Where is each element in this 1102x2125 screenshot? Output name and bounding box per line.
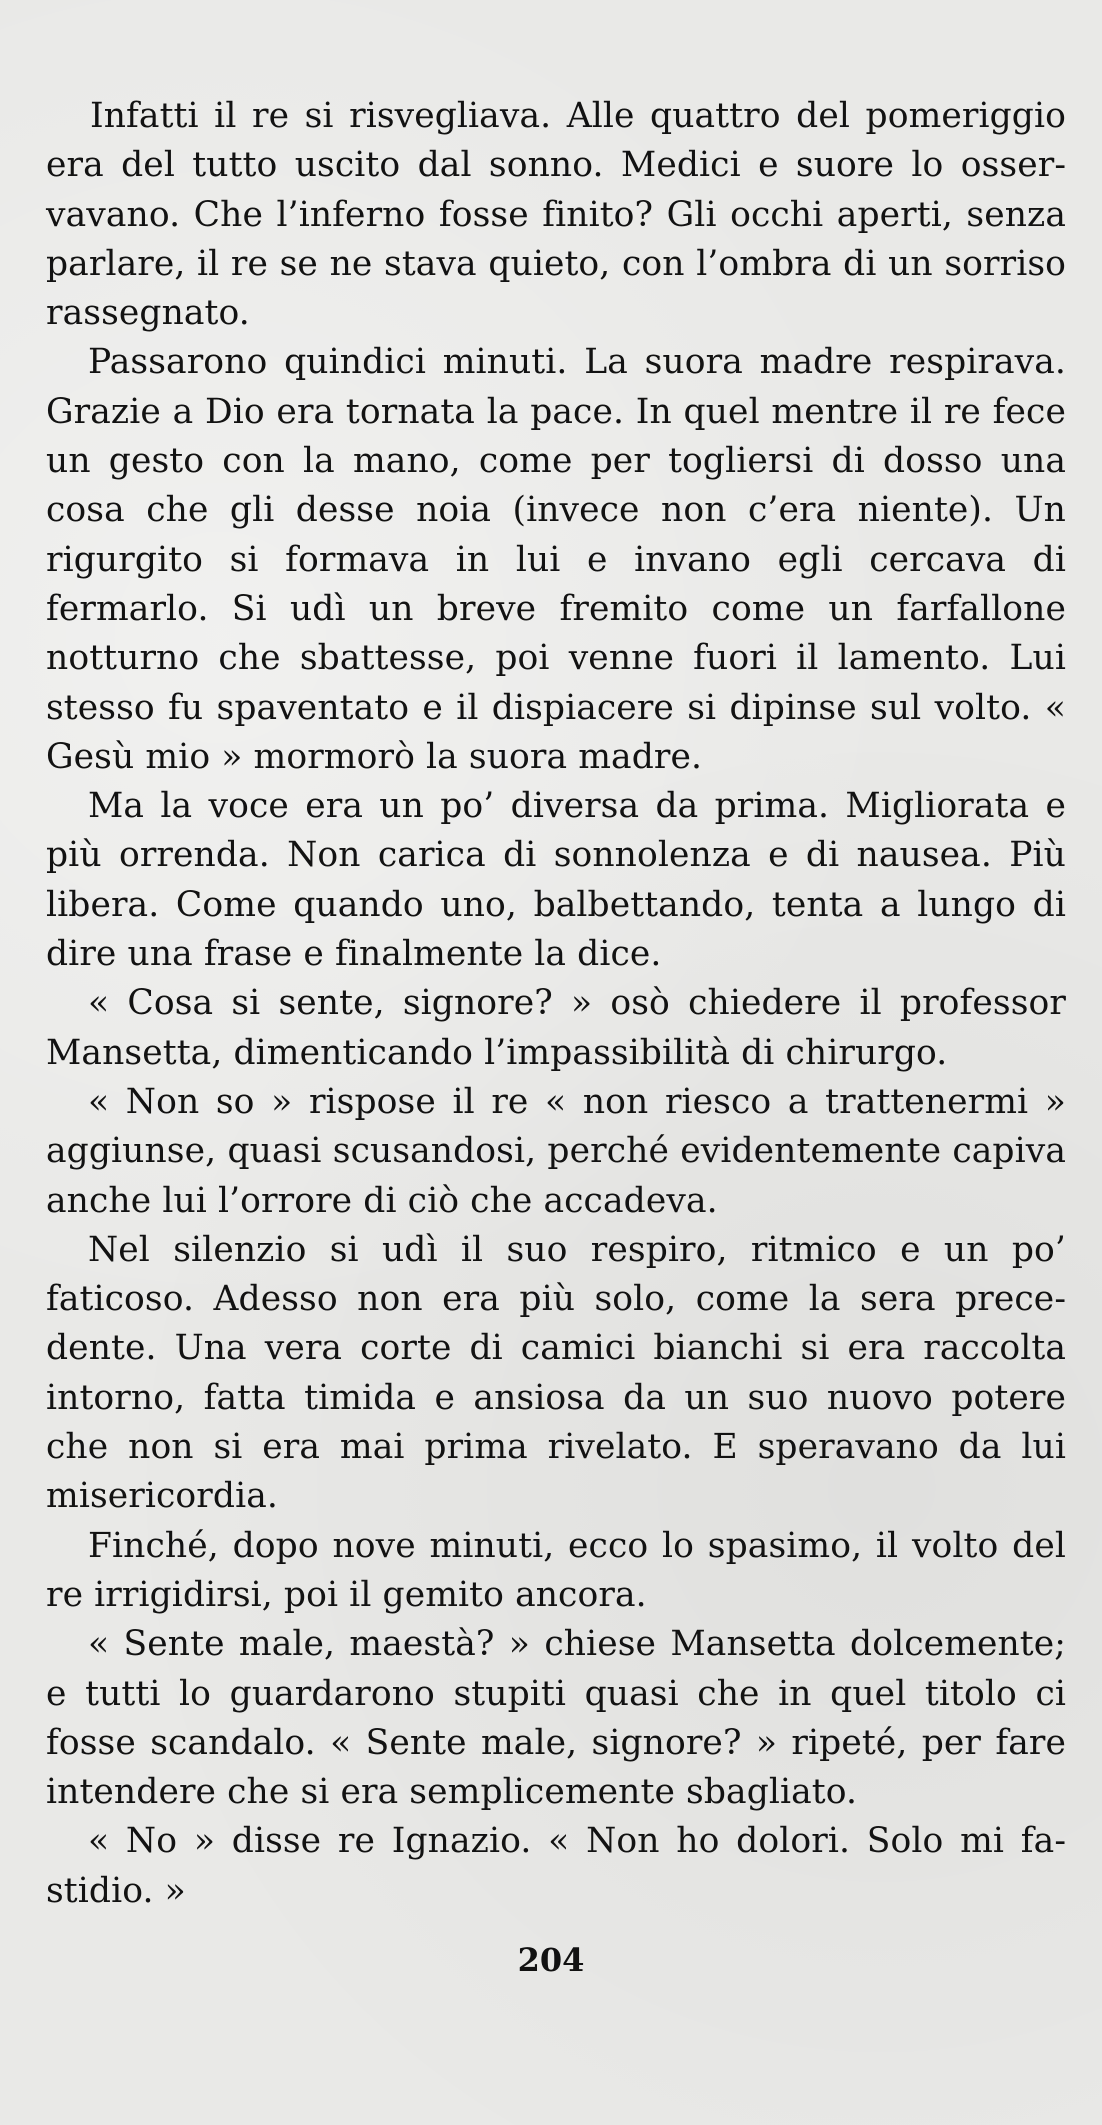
paragraph-3: Ma la voce era un po’ diversa da prima. Migliorata e più orrenda. Non carica di sonnolenza e di nausea. Più libera. Come quando uno, balbettando, tenta a lungo di dire una frase e finalmente la dice. — [46, 786, 1066, 975]
book-page-text — [46, 92, 1066, 1916]
paragraph-2: Passarono quindici minuti. La suora madre respirava. Grazie a Dio era tornata la pace. In quel mentre il re fece un gesto con la mano, come per togliersi di dosso una cosa che gli desse noia (invece non c’era niente). Un rigurgito si formava in lui e invano egli cercava di fermarlo. Si udì un breve fremito come un farfallone notturno che sbattesse, poi venne fuori il lamento. Lui stesso fu spaventato e il dispiacere si dipinse sul volto. « Gesù mio » mormorò la suora madre. — [46, 342, 1066, 777]
paragraph-8: « Sente male, maestà? » chiese Mansetta dolcemente; e tutti lo guardarono stupiti quasi che in quel titolo ci fosse scandalo. « Sente male, signore? » ripeté, per fare intendere che si era semplicemente sbagliato. — [46, 1624, 1066, 1813]
paragraph-5: « Non so » rispose il re « non riesco a trattenermi » aggiunse, quasi scusandosi, perché evidentemente capiva anche lui l’orrore di ciò che accadeva. — [46, 1081, 1066, 1221]
paragraph-1: Infatti il re si risvegliava. Alle quattro del pomeriggio era del tutto uscito dal sonno. Medici e suore lo osservavano. Che l’inferno fosse finito? Gli occhi aperti, senza parlare, il re se ne stava quieto, con l’ombra di un sorriso rassegnato. — [46, 96, 1066, 334]
paragraph-4: « Cosa si sente, signore? » osò chiedere il professor Mansetta, dimenticando l’impassibilità di chirurgo. — [46, 983, 1066, 1073]
paragraph-6: Nel silenzio si udì il suo respiro, ritmico e un po’ faticoso. Adesso non era più solo, come la sera precedente. Una vera corte di camici bianchi si era raccolta intorno, fatta timida e ansiosa da un suo nuovo potere che non si era mai prima rivelato. E speravano da lui misericordia. — [46, 1229, 1066, 1517]
page-number: 204 — [517, 1941, 585, 1979]
paragraph-9: « No » disse re Ignazio. « Non ho dolori. Solo mi fastidio. » — [46, 1821, 1066, 1911]
paragraph-7: Finché, dopo nove minuti, ecco lo spasimo, il volto del re irrigidirsi, poi il gemito ancora. — [46, 1525, 1066, 1615]
